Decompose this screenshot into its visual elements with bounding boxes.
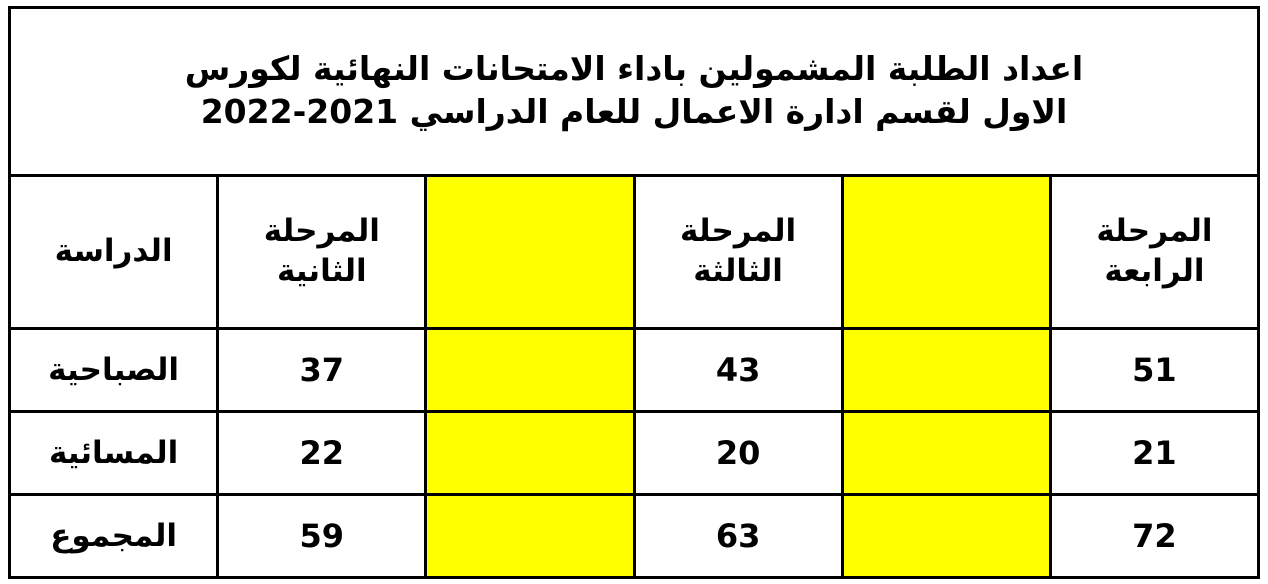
title-line-2: الاول لقسم ادارة الاعمال للعام الدراسي 2021-2022 [200, 91, 1068, 131]
header-stage-second [218, 176, 426, 329]
table-header-row [10, 176, 1259, 329]
spacer-cell [426, 412, 634, 495]
row-label-total: المجموع [10, 495, 218, 578]
header-stage-fourth [1050, 176, 1258, 329]
spacer-cell [842, 412, 1050, 495]
row-label-morning: الصباحية [10, 329, 218, 412]
table-title-row [10, 8, 1259, 176]
header-stage-fourth-line1: المرحلة [1096, 213, 1213, 250]
header-stage-third [634, 176, 842, 329]
header-stage-third-line2: الثالثة [693, 253, 783, 289]
header-stage-fourth-line2: الرابعة [1104, 253, 1205, 289]
table-title [10, 8, 1259, 176]
header-stage-second-line2: الثانية [276, 253, 367, 289]
row-label-evening: المسائية [10, 412, 218, 495]
spacer-column-left [426, 176, 634, 329]
cell-evening-fourth: 21 [1050, 412, 1258, 495]
spacer-cell [842, 329, 1050, 412]
cell-total-second: 59 [218, 495, 426, 578]
spacer-cell [842, 495, 1050, 578]
cell-evening-second: 22 [218, 412, 426, 495]
cell-morning-second: 37 [218, 329, 426, 412]
header-stage-second-line1: المرحلة [263, 213, 380, 250]
cell-total-fourth: 72 [1050, 495, 1258, 578]
spacer-column-right [842, 176, 1050, 329]
table-row [10, 412, 1259, 495]
cell-evening-third: 20 [634, 412, 842, 495]
spacer-cell [426, 329, 634, 412]
header-study: الدراسة [10, 176, 218, 329]
cell-morning-fourth: 51 [1050, 329, 1258, 412]
cell-total-third: 63 [634, 495, 842, 578]
table-row [10, 495, 1259, 578]
cell-morning-third: 43 [634, 329, 842, 412]
table-row [10, 329, 1259, 412]
title-line-1: اعداد الطلبة المشمولين باداء الامتحانات النهائية لكورس [184, 48, 1084, 88]
header-stage-third-line1: المرحلة [680, 213, 797, 250]
spacer-cell [426, 495, 634, 578]
students-exam-table [8, 6, 1260, 579]
